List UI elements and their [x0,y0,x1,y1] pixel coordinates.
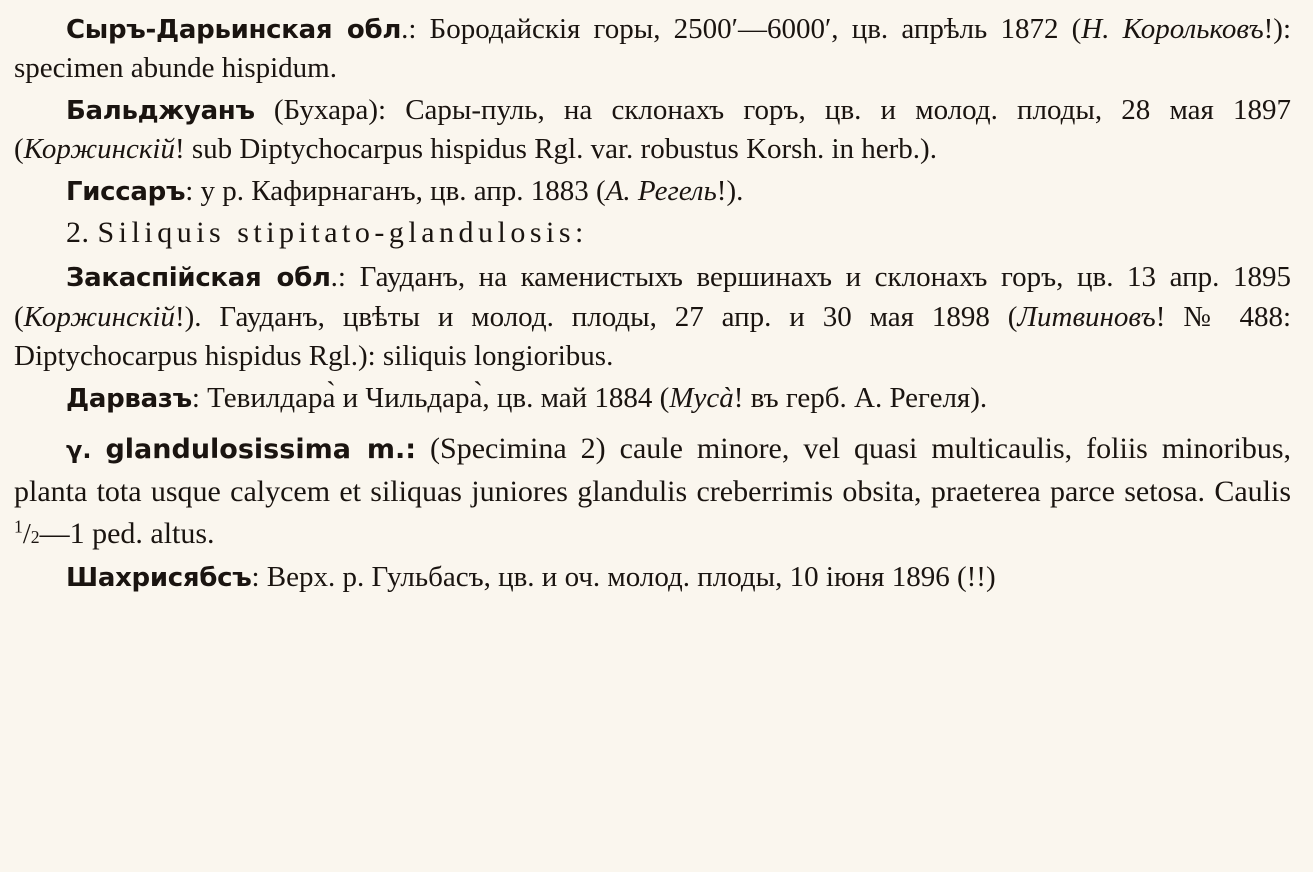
variety-text-cont: —1 ped. altus. [39,517,215,551]
entry-text-cont-2: ! № 488: Diptychocarpus hispidus Rgl.): siliquis longioribus. [14,300,1291,373]
entry-darvaz [14,379,1291,418]
locality-name: Шахрисябсъ [66,562,252,593]
collector-name: Мусà [669,381,734,414]
entry-text-cont: !): specimen abunde hispidum. [14,13,1292,85]
locality-name: Бальджуанъ [66,95,255,126]
entry-syr-darya [14,10,1291,89]
entry-shahrisyabs [14,558,1291,597]
locality-name: Дарвазъ [66,383,192,414]
fraction-denominator: 2 [30,527,40,548]
entry-baldzhuan [14,91,1291,170]
entry-text-cont: !). Гауданъ, цвѣты и молод. плоды, 27 апр. и 30 мая 1898 ( [174,300,1018,333]
entry-text: : у р. Кафирнаганъ, цв. апр. 1883 ( [185,174,606,207]
section-title: Siliquis stipitato-glandulosis: [97,216,588,250]
entry-zakaspiyskaya [14,258,1291,376]
entry-gissar [14,172,1291,211]
entry-text: .: Гауданъ, на каменистыхъ вершинахъ и склонахъ горъ, цв. 13 апр. 1895 ( [14,261,1291,333]
variety-greek-letter: γ. [66,435,92,464]
entry-text: : Тевилдара̀ и Чильдара̀, цв. май 1884 ( [191,381,670,414]
variety-description [14,428,1291,556]
entry-text-cont: ! въ герб. А. Регеля). [733,381,988,414]
fraction-numerator: 1 [14,516,23,537]
entry-text-cont: ! sub Diptychocarpus hispidus Rgl. var. robustus Korsh. in herb.). [174,133,937,166]
collector-name: Коржинскій [23,133,175,166]
collector-name: Коржинскій [23,300,175,333]
section-heading [14,213,1291,252]
section-number: 2. [66,216,90,250]
entry-text-cont: !). [716,174,744,207]
locality-name: Гиссаръ [66,176,186,207]
variety-name: glandulosissima m.: [105,433,417,465]
fraction: $^1$/2 [14,516,40,551]
entry-text: : Верх. р. Гульбасъ, цв. и оч. молод. плоды, 10 іюня 1896 (!!) [251,560,996,593]
locality-name: Сыръ-Дарьинская обл [66,15,402,45]
entry-text: (Бухара): Сары-пуль, на склонахъ горъ, цв. и молод. плоды, 28 мая 1897 ( [14,93,1291,166]
collector-name: А. Регель [605,174,717,207]
spacer [14,418,1291,428]
collector-name: Н. Корольковъ [1081,13,1264,45]
collector-name-2: Литвиновъ [1017,300,1156,333]
entry-text: .: Бородайскія горы, 2500′—6000′, цв. апрѣль 1872 ( [401,13,1082,45]
variety-text: (Specimina 2) caule minore, vel quasi multicaulis, foliis minoribus, planta tota usque calycem et siliquas juniores glandulis creberrimis obsita, praeterea parce setosa. Caulis [14,431,1291,508]
locality-name: Закаспійская обл [66,263,331,294]
